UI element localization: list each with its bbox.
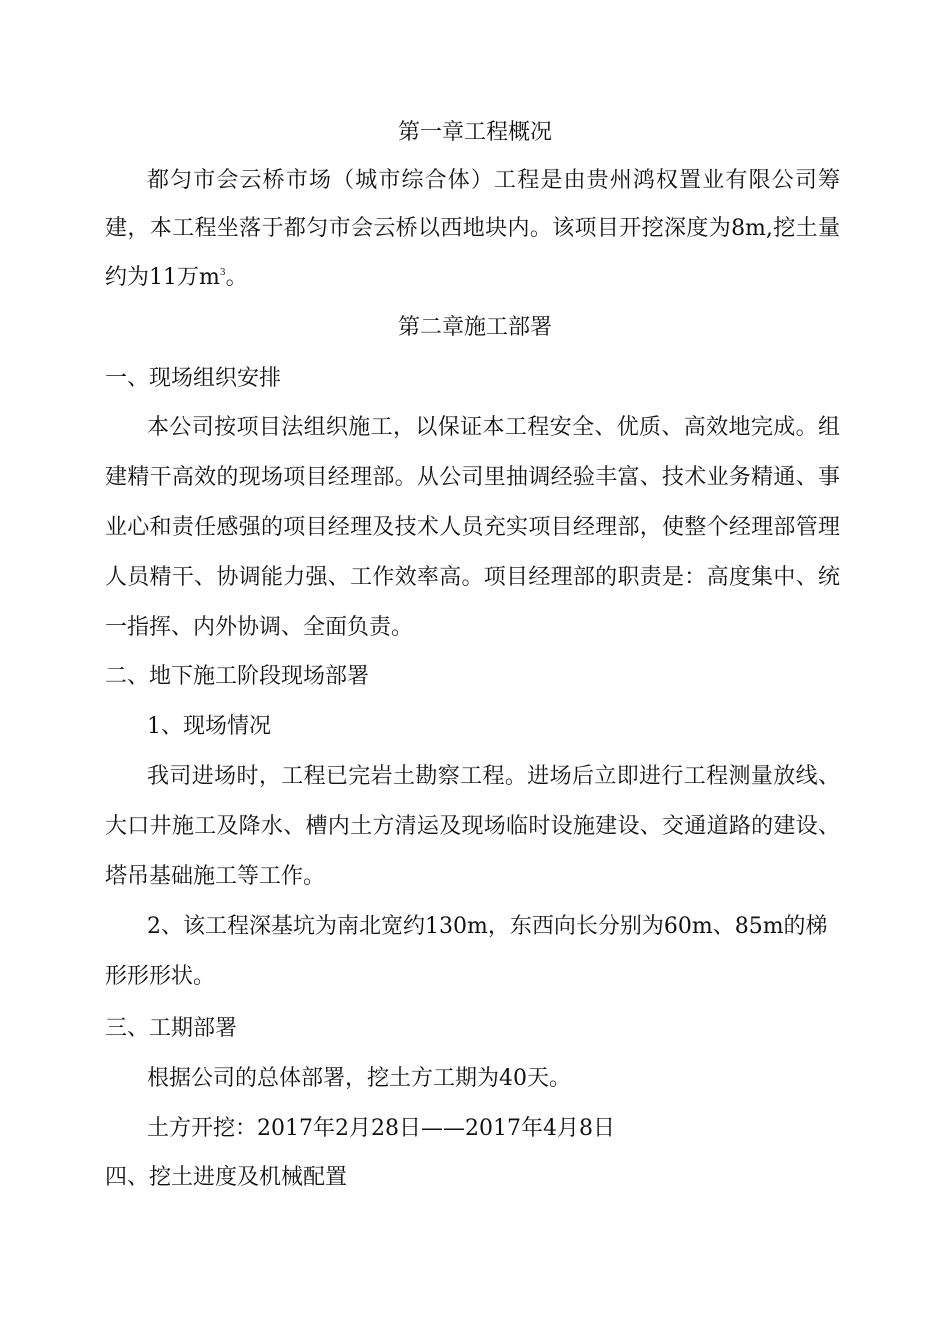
chapter-2-title: 第二章施工部署	[397, 315, 552, 340]
section-2-heading: 二、地下施工阶段现场部署	[105, 664, 370, 689]
section-4-heading: 四、挖土进度及机械配置	[105, 1165, 348, 1190]
section-2-paragraph-1-line-1: 我司进场时，工程已完岩土勘察工程。进场后立即进行工程测量放线、	[147, 764, 840, 789]
chapter-1-paragraph-line-3	[105, 263, 248, 293]
section-3-paragraph-2: 土方开挖：2017年2月28日——2017年4月8日	[147, 1116, 615, 1141]
section-2-paragraph-2-line-2: 形形形状。	[105, 964, 216, 989]
section-1-paragraph-line-1: 本公司按项目法组织施工，以保证本工程安全、优质、高效地完成。组	[147, 415, 840, 440]
section-1-paragraph-line-2: 建精干高效的现场项目经理部。从公司里抽调经验丰富、技术业务精通、事	[105, 465, 840, 490]
chapter-1-paragraph-line-1: 都匀市会云桥市场（城市综合体）工程是由贵州鸿权置业有限公司筹	[147, 168, 840, 193]
section-3-paragraph-1: 根据公司的总体部署，挖土方工期为40天。	[147, 1066, 571, 1091]
section-2-paragraph-1-line-3: 塔吊基础施工等工作。	[105, 864, 326, 889]
section-2-paragraph-1-line-2: 大口井施工及降水、槽内土方清运及现场临时设施建设、交通道路的建设、	[105, 814, 840, 839]
section-1-paragraph-line-3: 业心和责任感强的项目经理及技术人员充实项目经理部，使整个经理部管理	[105, 515, 840, 540]
volume-text: 约为11万m	[105, 265, 220, 290]
section-1-paragraph-line-4: 人员精干、协调能力强、工作效率高。项目经理部的职责是：高度集中、统	[105, 565, 840, 590]
sentence-end: 。	[225, 265, 248, 290]
cubic-superscript: 3	[219, 268, 226, 278]
chapter-1-paragraph-line-2: 建，本工程坐落于都匀市会云桥以西地块内。该项目开挖深度为8m,挖土量	[105, 216, 840, 241]
chapter-1-title: 第一章工程概况	[397, 120, 552, 145]
section-2-paragraph-2-line-1: 2、该工程深基坑为南北宽约130m，东西向长分别为60m、85m的梯	[147, 914, 828, 939]
section-1-heading: 一、现场组织安排	[105, 366, 282, 391]
section-1-paragraph-line-5: 一指挥、内外协调、全面负责。	[105, 615, 414, 640]
section-3-heading: 三、工期部署	[105, 1016, 238, 1041]
section-2-subheading-1: 1、现场情况	[147, 714, 271, 739]
